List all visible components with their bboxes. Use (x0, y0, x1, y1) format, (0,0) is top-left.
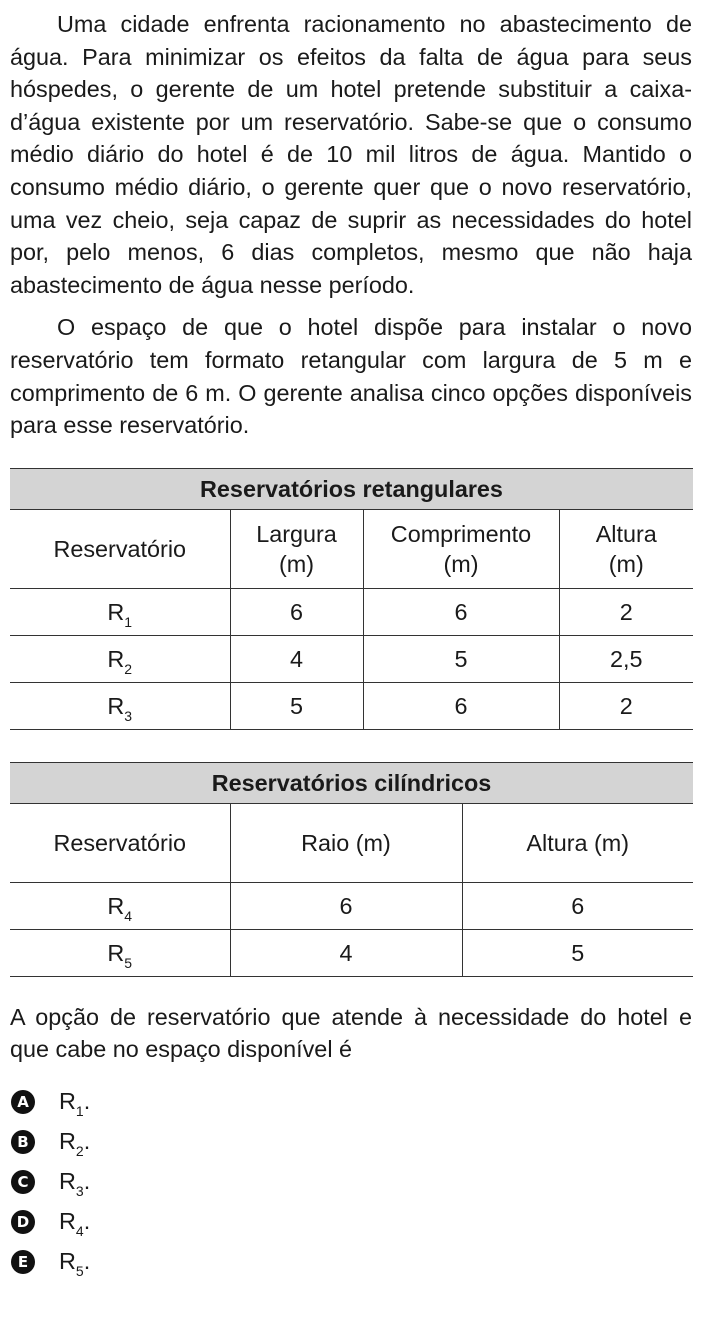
table-cell: 6 (230, 588, 363, 635)
column-header: Comprimento (m) (363, 509, 559, 588)
table-row (10, 588, 693, 635)
column-header: Raio (m) (230, 803, 462, 882)
table-title: Reservatórios cilíndricos (10, 762, 693, 803)
option-letter-badge: C (11, 1170, 35, 1194)
column-header: Reservatório (10, 803, 230, 882)
table-cell: 2 (559, 588, 693, 635)
option-letter-badge: E (11, 1250, 35, 1274)
reservoir-name: $R_5$ (10, 929, 230, 976)
table-cell: 6 (230, 882, 462, 929)
table-cell: 5 (230, 682, 363, 729)
answer-options (10, 1082, 692, 1282)
intro-paragraph: Uma cidade enfrenta racionamento no abastecimento de água. Para minimizar os efeitos da falta de água para seus hóspedes, o gerente de um hotel pretende substituir a caixa-d’água existente por um reservatório. Sabe-se que o consumo médio diário do hotel é de 10 mil litros de água. Mantido o consumo médio diário, o gerente quer que o novo reservatório, uma vez cheio, seja capaz de suprir as necessidades do hotel por, pelo menos, 6 dias completos, mesmo que não haja abastecimento de água nesse período. (10, 11, 692, 298)
column-header: Largura (m) (230, 509, 363, 588)
table-cell: 5 (363, 635, 559, 682)
option-b[interactable] (10, 1122, 692, 1162)
cylindrical-reservoirs-table (10, 762, 693, 977)
option-e[interactable] (10, 1242, 692, 1282)
table-row (10, 929, 693, 976)
table-cell: 4 (230, 929, 462, 976)
option-d[interactable] (10, 1202, 692, 1242)
reservoir-name: $R_2$ (10, 635, 230, 682)
table-row (10, 882, 693, 929)
option-c[interactable] (10, 1162, 692, 1202)
option-letter-badge: D (11, 1210, 35, 1234)
rectangular-reservoirs-table (10, 468, 693, 730)
option-letter-badge: B (11, 1130, 35, 1154)
reservoir-name: $R_3$ (10, 682, 230, 729)
table-cell: 6 (462, 882, 693, 929)
table-cell: 6 (363, 682, 559, 729)
column-header: Altura (m) (462, 803, 693, 882)
option-a[interactable] (10, 1082, 692, 1122)
space-paragraph: O espaço de que o hotel dispõe para instalar o novo reservatório tem formato retangular com largura de 5 m e comprimento de 6 m. O gerente analisa cinco opções disponíveis para esse reservatório. (10, 314, 692, 439)
option-label: $R_2$. (59, 1128, 91, 1160)
question-text: A opção de reservatório que atende à necessidade do hotel e que cabe no espaço disponível é (10, 1003, 692, 1063)
table-row (10, 682, 693, 729)
table-cell: 2 (559, 682, 693, 729)
table-cell: 5 (462, 929, 693, 976)
reservoir-name: $R_1$ (10, 588, 230, 635)
option-label: $R_4$. (59, 1208, 91, 1240)
table-cell: 4 (230, 635, 363, 682)
option-label: $R_3$. (59, 1168, 91, 1200)
table-cell: 2,5 (559, 635, 693, 682)
option-letter-badge: A (11, 1090, 35, 1114)
option-label: $R_1$. (59, 1088, 91, 1120)
option-label: $R_5$. (59, 1248, 91, 1280)
column-header: Altura (m) (559, 509, 693, 588)
table-title: Reservatórios retangulares (10, 468, 693, 509)
table-row (10, 635, 693, 682)
table-cell: 6 (363, 588, 559, 635)
column-header: Reservatório (10, 509, 230, 588)
reservoir-name: $R_4$ (10, 882, 230, 929)
